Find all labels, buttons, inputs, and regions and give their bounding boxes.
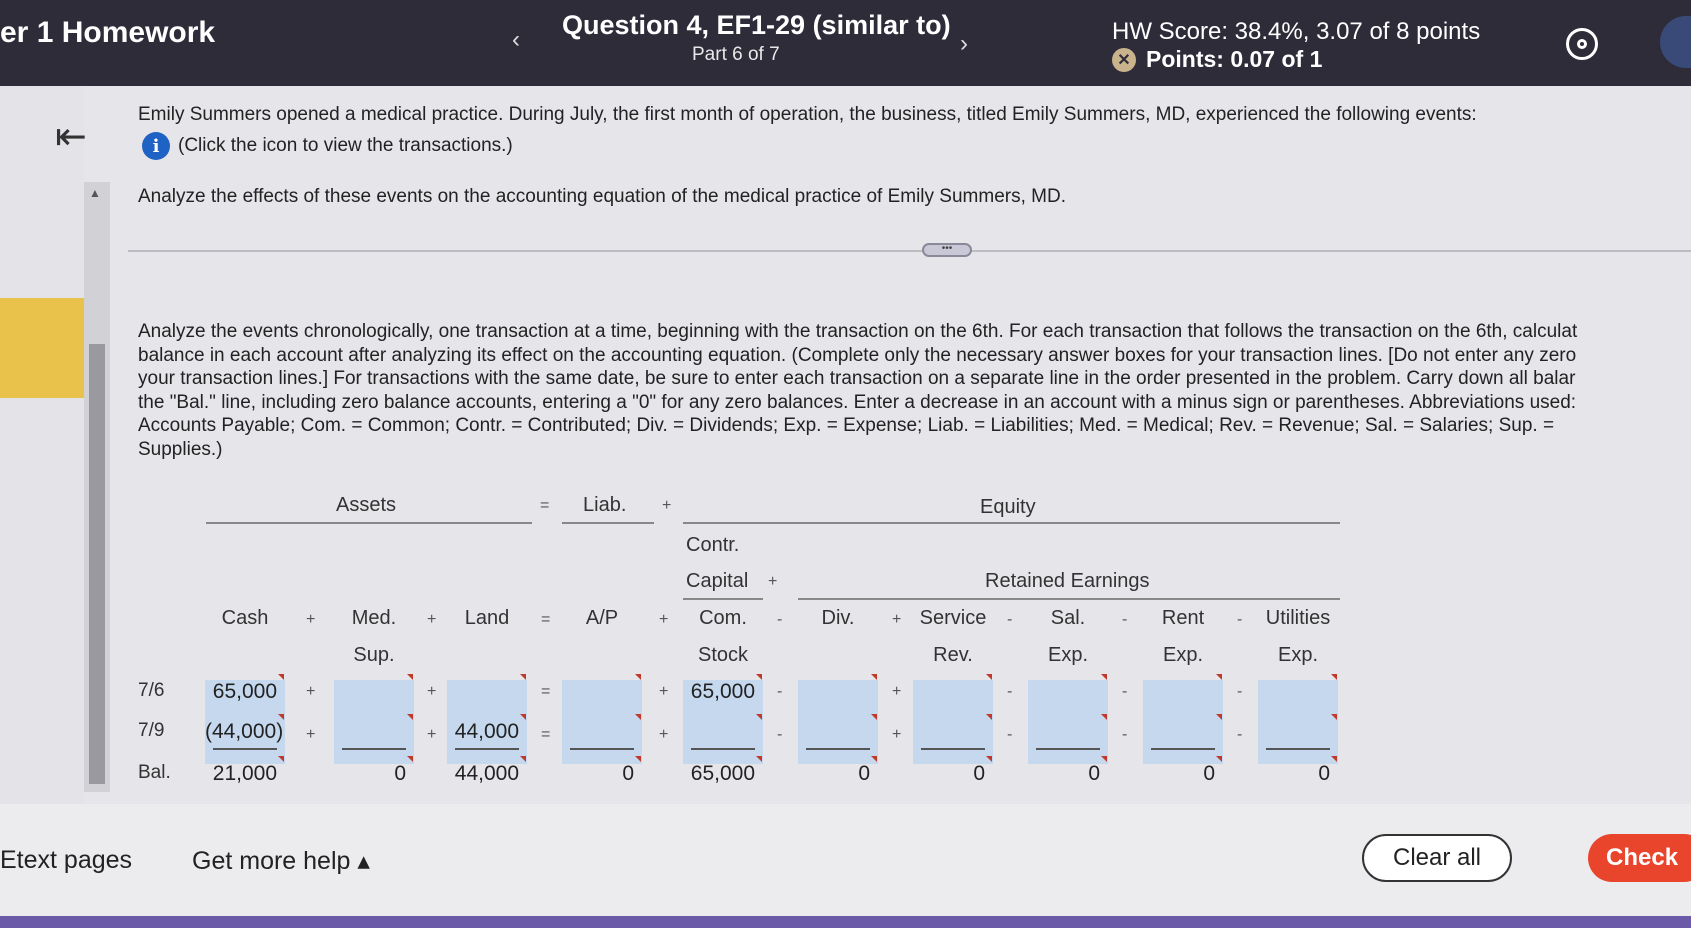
answer-corner-marker [756, 756, 762, 762]
answer-value[interactable]: 65,000 [690, 762, 755, 785]
column-header: Sal. [1050, 607, 1086, 629]
answer-value[interactable]: 0 [622, 762, 634, 785]
answer-corner-marker [635, 674, 641, 680]
column-operator: - [1007, 611, 1013, 628]
column-operator: + [427, 726, 437, 743]
answer-corner-marker [407, 756, 413, 762]
column-header-sub: Exp. [1162, 644, 1204, 666]
retained-earnings-label: Retained Earnings [985, 570, 1150, 592]
answer-corner-marker [756, 714, 762, 720]
answer-corner-marker [1331, 714, 1337, 720]
assets-group-label: Assets [336, 494, 397, 516]
left-panel-highlight [0, 298, 84, 398]
answer-corner-marker [1101, 714, 1107, 720]
answer-column-cell[interactable] [562, 680, 642, 764]
answer-value[interactable]: 0 [1318, 762, 1330, 785]
column-operator: - [777, 683, 783, 700]
answer-corner-marker [1331, 674, 1337, 680]
column-header: Rent [1161, 607, 1205, 629]
next-question-icon[interactable]: › [960, 30, 968, 57]
answer-corner-marker [1216, 714, 1222, 720]
help-bubble-icon[interactable] [1660, 16, 1691, 68]
column-header: Utilities [1265, 607, 1331, 629]
column-operator: - [1122, 726, 1128, 743]
column-operator: - [777, 611, 783, 628]
footer-bar [0, 804, 1691, 916]
answer-corner-marker [986, 714, 992, 720]
capital-plus-operator: + [768, 573, 778, 590]
liabilities-plus-operator: + [662, 497, 672, 514]
answer-value[interactable]: 0 [858, 762, 870, 785]
answer-column-cell[interactable] [1028, 680, 1108, 764]
column-operator: + [892, 683, 902, 700]
answer-value[interactable]: 44,000 [454, 720, 519, 743]
column-operator: = [541, 611, 551, 628]
answer-underline [455, 748, 519, 750]
column-operator: + [659, 683, 669, 700]
answer-value[interactable]: 65,000 [212, 680, 277, 703]
problem-prompt: Analyze the effects of these events on the accounting equation of the medical practice of Emily Summers, MD. [138, 186, 1066, 207]
row-date: 7/9 [138, 720, 165, 741]
left-panel [0, 86, 84, 804]
answer-value[interactable]: 65,000 [690, 680, 755, 703]
transactions-link-row [142, 132, 513, 160]
answer-column-cell[interactable] [1258, 680, 1338, 764]
equity-group-line [683, 522, 1340, 524]
column-operator: + [892, 611, 902, 628]
assets-group-line [206, 522, 532, 524]
column-operator: + [659, 726, 669, 743]
answer-corner-marker [871, 756, 877, 762]
partial-credit-icon: ✕ [1112, 48, 1136, 72]
column-operator: - [777, 726, 783, 743]
row-date: Bal. [138, 762, 171, 783]
column-operator: + [659, 611, 669, 628]
problem-intro: Emily Summers opened a medical practice. During July, the first month of operation, the business, titled Emily Summers, MD, experienced the following events: [138, 104, 1477, 125]
answer-column-cell[interactable] [798, 680, 878, 764]
answer-corner-marker [1216, 674, 1222, 680]
question-part: Part 6 of 7 [692, 44, 780, 65]
settings-gear-icon[interactable] [1566, 28, 1598, 60]
answer-underline [1266, 748, 1330, 750]
header-bar [0, 0, 1691, 86]
clear-all-button[interactable]: Clear all [1362, 834, 1512, 882]
answer-corner-marker [278, 714, 284, 720]
answer-value[interactable]: 0 [1088, 762, 1100, 785]
answer-corner-marker [756, 674, 762, 680]
column-operator: - [1122, 683, 1128, 700]
column-operator: - [1237, 683, 1243, 700]
answer-corner-marker [407, 674, 413, 680]
check-answer-button[interactable]: Check [1588, 834, 1691, 882]
points-row [1112, 46, 1322, 73]
answer-corner-marker [1331, 756, 1337, 762]
answer-column-cell[interactable] [334, 680, 414, 764]
answer-corner-marker [520, 714, 526, 720]
column-header: Cash [221, 607, 269, 629]
answer-corner-marker [520, 756, 526, 762]
column-operator: + [306, 611, 316, 628]
column-header: Com. [699, 607, 747, 629]
liabilities-group-label: Liab. [583, 494, 627, 516]
answer-value[interactable]: (44,000) [205, 720, 284, 743]
answer-corner-marker [635, 756, 641, 762]
answer-corner-marker [520, 674, 526, 680]
liabilities-group-line [562, 522, 654, 524]
column-operator: + [427, 683, 437, 700]
scrollbar-thumb[interactable] [89, 344, 105, 784]
answer-corner-marker [278, 674, 284, 680]
answer-underline [570, 748, 634, 750]
scroll-up-icon[interactable]: ▲ [89, 186, 101, 200]
answer-value[interactable]: 0 [1203, 762, 1215, 785]
assets-equals-operator: = [540, 497, 550, 514]
column-header-sub: Exp. [1277, 644, 1319, 666]
column-operator: + [306, 726, 316, 743]
column-header-sub: Rev. [933, 644, 973, 666]
answer-value[interactable]: 21,000 [212, 762, 277, 785]
row-date: 7/6 [138, 680, 165, 701]
section-divider [128, 250, 1691, 252]
answer-column-cell[interactable] [1143, 680, 1223, 764]
answer-corner-marker [1216, 756, 1222, 762]
column-operator: - [1237, 611, 1243, 628]
expand-button[interactable]: ••• [922, 243, 972, 257]
answer-underline [1036, 748, 1100, 750]
previous-question-icon[interactable]: ‹ [512, 26, 520, 53]
column-header: Div. [821, 607, 855, 629]
contributed-label: Contr. [686, 534, 740, 556]
question-title: Question 4, EF1-29 (similar to) [562, 10, 951, 40]
question-points: Points: 0.07 of 1 [1146, 46, 1323, 72]
get-more-help-link[interactable]: Get more help ▴ [192, 847, 370, 875]
column-header: A/P [585, 607, 619, 629]
equity-group-label: Equity [980, 496, 1036, 518]
column-operator: + [892, 726, 902, 743]
answer-value[interactable]: 0 [973, 762, 985, 785]
column-header-sub: Stock [697, 644, 749, 666]
hw-score: HW Score: 38.4%, 3.07 of 8 points [1112, 18, 1481, 45]
column-operator: + [427, 611, 437, 628]
column-operator: - [1122, 611, 1128, 628]
column-operator: = [541, 683, 551, 700]
answer-corner-marker [986, 756, 992, 762]
answer-corner-marker [1101, 674, 1107, 680]
column-header: Service [919, 607, 987, 629]
assignment-title: er 1 Homework [0, 16, 216, 49]
answer-underline [691, 748, 755, 750]
bottom-accent-bar [0, 916, 1691, 928]
answer-corner-marker [278, 756, 284, 762]
retained-earnings-line [798, 598, 1340, 600]
column-header-sub: Exp. [1047, 644, 1089, 666]
info-icon[interactable]: i [142, 132, 170, 160]
capital-line [683, 598, 763, 600]
answer-corner-marker [871, 714, 877, 720]
answer-underline [342, 748, 406, 750]
answer-underline [213, 748, 277, 750]
column-header: Land [464, 607, 510, 629]
answer-underline [806, 748, 870, 750]
column-operator: = [541, 726, 551, 743]
column-operator: - [1007, 726, 1013, 743]
question-content [0, 86, 1691, 804]
answer-underline [1151, 748, 1215, 750]
collapse-arrow-icon[interactable]: ⇤ [55, 116, 87, 158]
answer-value[interactable]: 44,000 [454, 762, 519, 785]
column-operator: + [306, 683, 316, 700]
answer-corner-marker [871, 674, 877, 680]
column-operator: - [1237, 726, 1243, 743]
answer-column-cell[interactable] [913, 680, 993, 764]
column-header-sub: Sup. [353, 644, 395, 666]
column-header: Med. [351, 607, 397, 629]
answer-corner-marker [1101, 756, 1107, 762]
answer-corner-marker [407, 714, 413, 720]
column-operator: - [1007, 683, 1013, 700]
answer-corner-marker [986, 674, 992, 680]
etext-pages-link[interactable]: Etext pages [0, 846, 133, 874]
instructions: Analyze the events chronologically, one transaction at a time, beginning with the transaction on the 6th. For each transaction that follows the transaction on the 6th, calculat balance in each account after analyzing its effect on the accounting equation. (Complete only the necessary answer boxes for your transaction lines. [Do not enter any zero your transaction lines.] For transactions with the same date, be sure to enter each transaction on a separate line in the order presented in the problem. Carry down all balar the "Bal." line, including zero balance accounts, entering a "0" for any zero balances. Enter a decrease in an account with a minus sign or parentheses. Abbreviations used: Accounts Payable; Com. = Common; Contr. = Contributed; Div. = Dividends; Exp. = Expense; Liab. = Liabilities; Med. = Medical; Rev. = Revenue; Sal. = Salaries; Sup. = Supplies.) [138, 321, 1578, 460]
answer-value[interactable]: 0 [394, 762, 406, 785]
answer-corner-marker [635, 714, 641, 720]
transactions-link-text: (Click the icon to view the transactions.) [178, 135, 513, 156]
capital-label: Capital [686, 570, 749, 592]
answer-underline [921, 748, 985, 750]
